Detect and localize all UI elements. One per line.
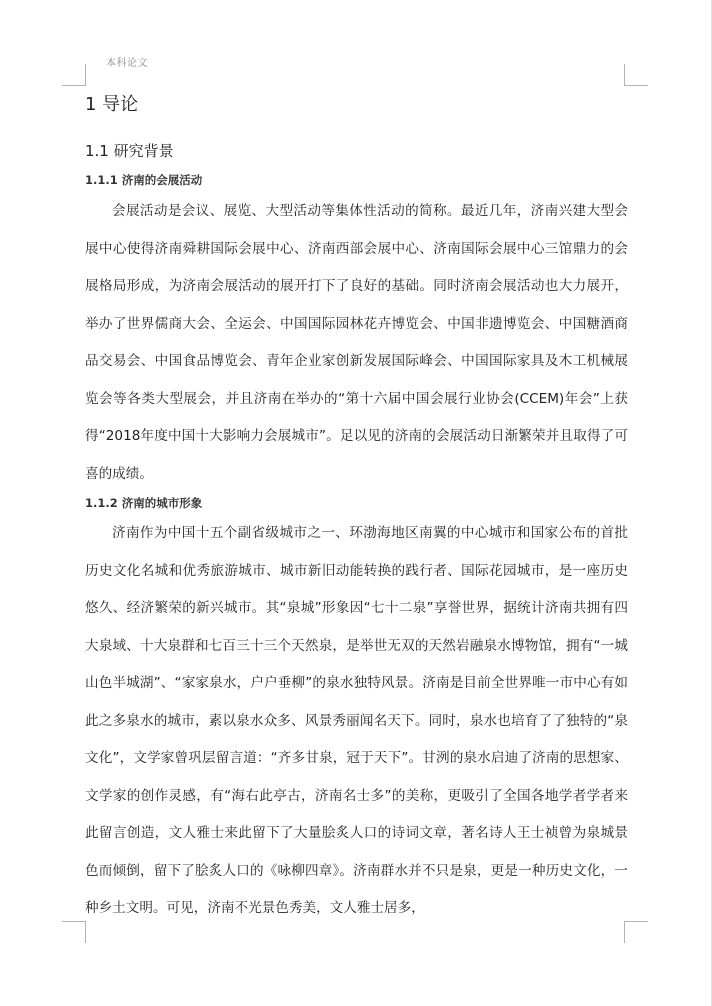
crop-mark-bottom-left-h: [62, 921, 85, 922]
crop-mark-top-left-h: [62, 85, 85, 86]
crop-mark-top-left-v: [85, 64, 86, 86]
subsection-heading-2: 1.1.2 济南的城市形象: [85, 496, 203, 510]
crop-mark-top-right-v: [624, 64, 625, 86]
running-header: 本科论文: [106, 58, 148, 69]
subsection-heading-1: 1.1.1 济南的会展活动: [85, 173, 203, 187]
chapter-heading: 1 导论: [85, 94, 139, 115]
body-paragraph-1: 会展活动是会议、展览、大型活动等集体性活动的简称。最近几年，济南兴建大型会展中心使得济南舜耕国际会展中心、济南西部会展中心、济南国际会展中心三馆鼎力的会展格局形成，为济南会展活动的展开打下了良好的基础。同时济南会展活动也大力展开，举办了世界儒商大会、全运会、中国国际园林花卉博览会、中国非遗博览会、中国糖酒商品交易会、中国食品博览会、青年企业家创新发展国际峰会、中国国际家具及木工机械展览会等各类大型展会，并且济南在举办的“第十六届中国会展行业协会(CCEM)年会”上获得“2018年度中国十大影响力会展城市”。足以见的济南的会展活动日渐繁荣并且取得了可喜的成绩。: [85, 203, 628, 482]
body-paragraph-2: 济南作为中国十五个副省级城市之一、环渤海地区南翼的中心城市和国家公布的首批历史文化名城和优秀旅游城市、城市新旧动能转换的践行者、国际花园城市，是一座历史悠久、经济繁荣的新兴城市。其“泉城”形象因“七十二泉”享誉世界，据统计济南共拥有四大泉域、十大泉群和七百三十三个天然泉，是举世无双的天然岩融泉水博物馆，拥有“一城山色半城湖”、“家家泉水，户户垂柳”的泉水独特风景。济南是目前全世界唯一市中心有如此之多泉水的城市，素以泉水众多、风景秀丽闻名天下。同时，泉水也培育了了独特的“泉文化”，文学家曾巩层留言道：“齐多甘泉，冠于天下”。甘洌的泉水启迪了济南的思想家、文学家的创作灵感，有“海右此亭古，济南名士多”的美称，更吸引了全国各地学者学者来此留言创造，文人雅士来此留下了大量脍炙人口的诗词文章，著名诗人王士祯曾为泉城景色而倾倒，留下了脍炙人口的《咏柳四章》。济南群水并不只是泉，更是一种历史文化，一种乡土文明。可见，济南不光景色秀美，文人雅士居多，: [85, 525, 628, 916]
section-heading: 1.1 研究背景: [85, 142, 174, 160]
crop-mark-bottom-right-h: [625, 921, 648, 922]
crop-mark-top-right-h: [625, 85, 648, 86]
